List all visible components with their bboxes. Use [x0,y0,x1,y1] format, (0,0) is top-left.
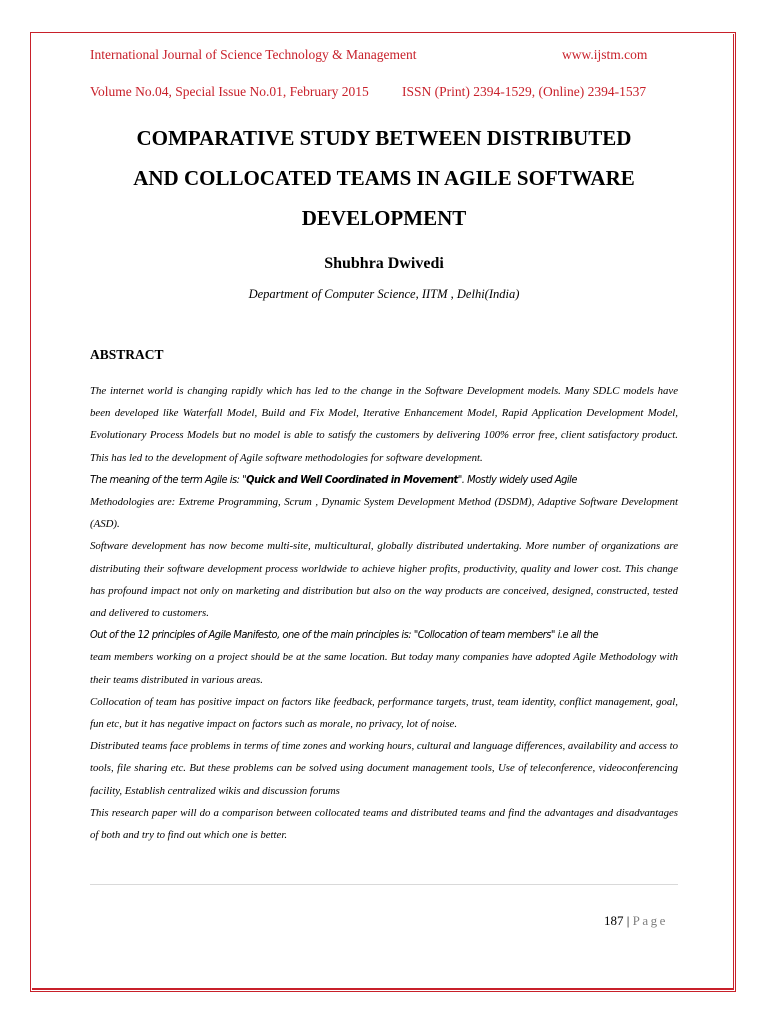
manifesto-principle-lead: Out of the 12 principles of Agile Manifesto, one of the main principles is: "Collocation of team members" i.e all the [90,628,599,642]
page-label: Page [632,913,668,928]
abstract-paragraph-5: Collocation of team has positive impact on factors like feedback, performance targets, trust, team identity, conflict management, goal, fun etc, but it has negative impact on factors such as morale, no privacy, lot of noise. [90,695,678,731]
author-affiliation: Department of Computer Science, IITM , Delhi(India) [248,287,520,301]
paper-title [60,118,708,238]
abstract-paragraph-2 [90,469,678,536]
abstract-paragraph-3: Software development has now become multi-site, multicultural, globally distributed undertaking. More number of organizations are distributing their software development process worldwide to achieve higher profits, productivity, quality and lower cost. This change has profound impact not only on marketing and distribution but also on the way products are conceived, designed, constructed, tested and delivered to customers. [90,540,678,620]
abstract-heading: ABSTRACT [90,347,164,362]
abstract-paragraph-6: Distributed teams face problems in terms of time zones and working hours, cultural and language differences, availability and access to tools, file sharing etc. But these problems can be solved using document management tools, Use of teleconference, videoconferencing facility, Establish centralized wikis and discussion forums [90,740,678,797]
title-line-3: DEVELOPMENT [301,206,467,230]
page-number [604,913,668,929]
author-name: Shubhra Dwivedi [324,255,444,272]
agile-meaning-lead: The meaning of the term Agile is: " [90,472,247,486]
agile-methodologies: Methodologies are: Extreme Programming, Scrum , Dynamic System Development Method (DSDM), Adaptive Software Development (ASD). [90,496,678,531]
title-line-1: COMPARATIVE STUDY BETWEEN DISTRIBUTED [136,126,632,150]
page-number-separator: | [623,913,633,928]
volume-info: Volume No.04, Special Issue No.01, February 2015 [90,84,369,99]
journal-url[interactable]: www.ijstm.com [562,47,648,62]
agile-meaning-quote: Quick and Well Coordinated in Movement [246,472,458,486]
abstract-paragraph-4 [90,624,678,691]
manifesto-principle-rest: team members working on a project should be at the same location. But today many companies have adopted Agile Methodology with their teams distributed in various areas. [90,651,678,686]
journal-name: International Journal of Science Technology & Management [90,47,417,62]
abstract-body [90,380,678,846]
issn-info: ISSN (Print) 2394-1529, (Online) 2394-1537 [402,84,647,99]
abstract-paragraph-1: The internet world is changing rapidly which has led to the change in the Software Development models. Many SDLC models have been developed like Waterfall Model, Build and Fix Model, Iterative Enhancement Model, Rapid Application Development Model, Evolutionary Process Models but no model is able to satisfy the customers by delivering 100% error free, client satisfactory product. This has led to the development of Agile software methodologies for software development. [90,385,678,464]
agile-meaning-tail: ". Mostly widely used Agile [457,472,577,486]
footer-rule [90,884,678,885]
page-number-value: 187 [604,913,624,928]
abstract-paragraph-7: This research paper will do a comparison between collocated teams and distributed teams and find the advantages and disadvantages of both and try to find out which one is better. [90,806,678,842]
title-line-2: AND COLLOCATED TEAMS IN AGILE SOFTWARE [133,166,635,190]
